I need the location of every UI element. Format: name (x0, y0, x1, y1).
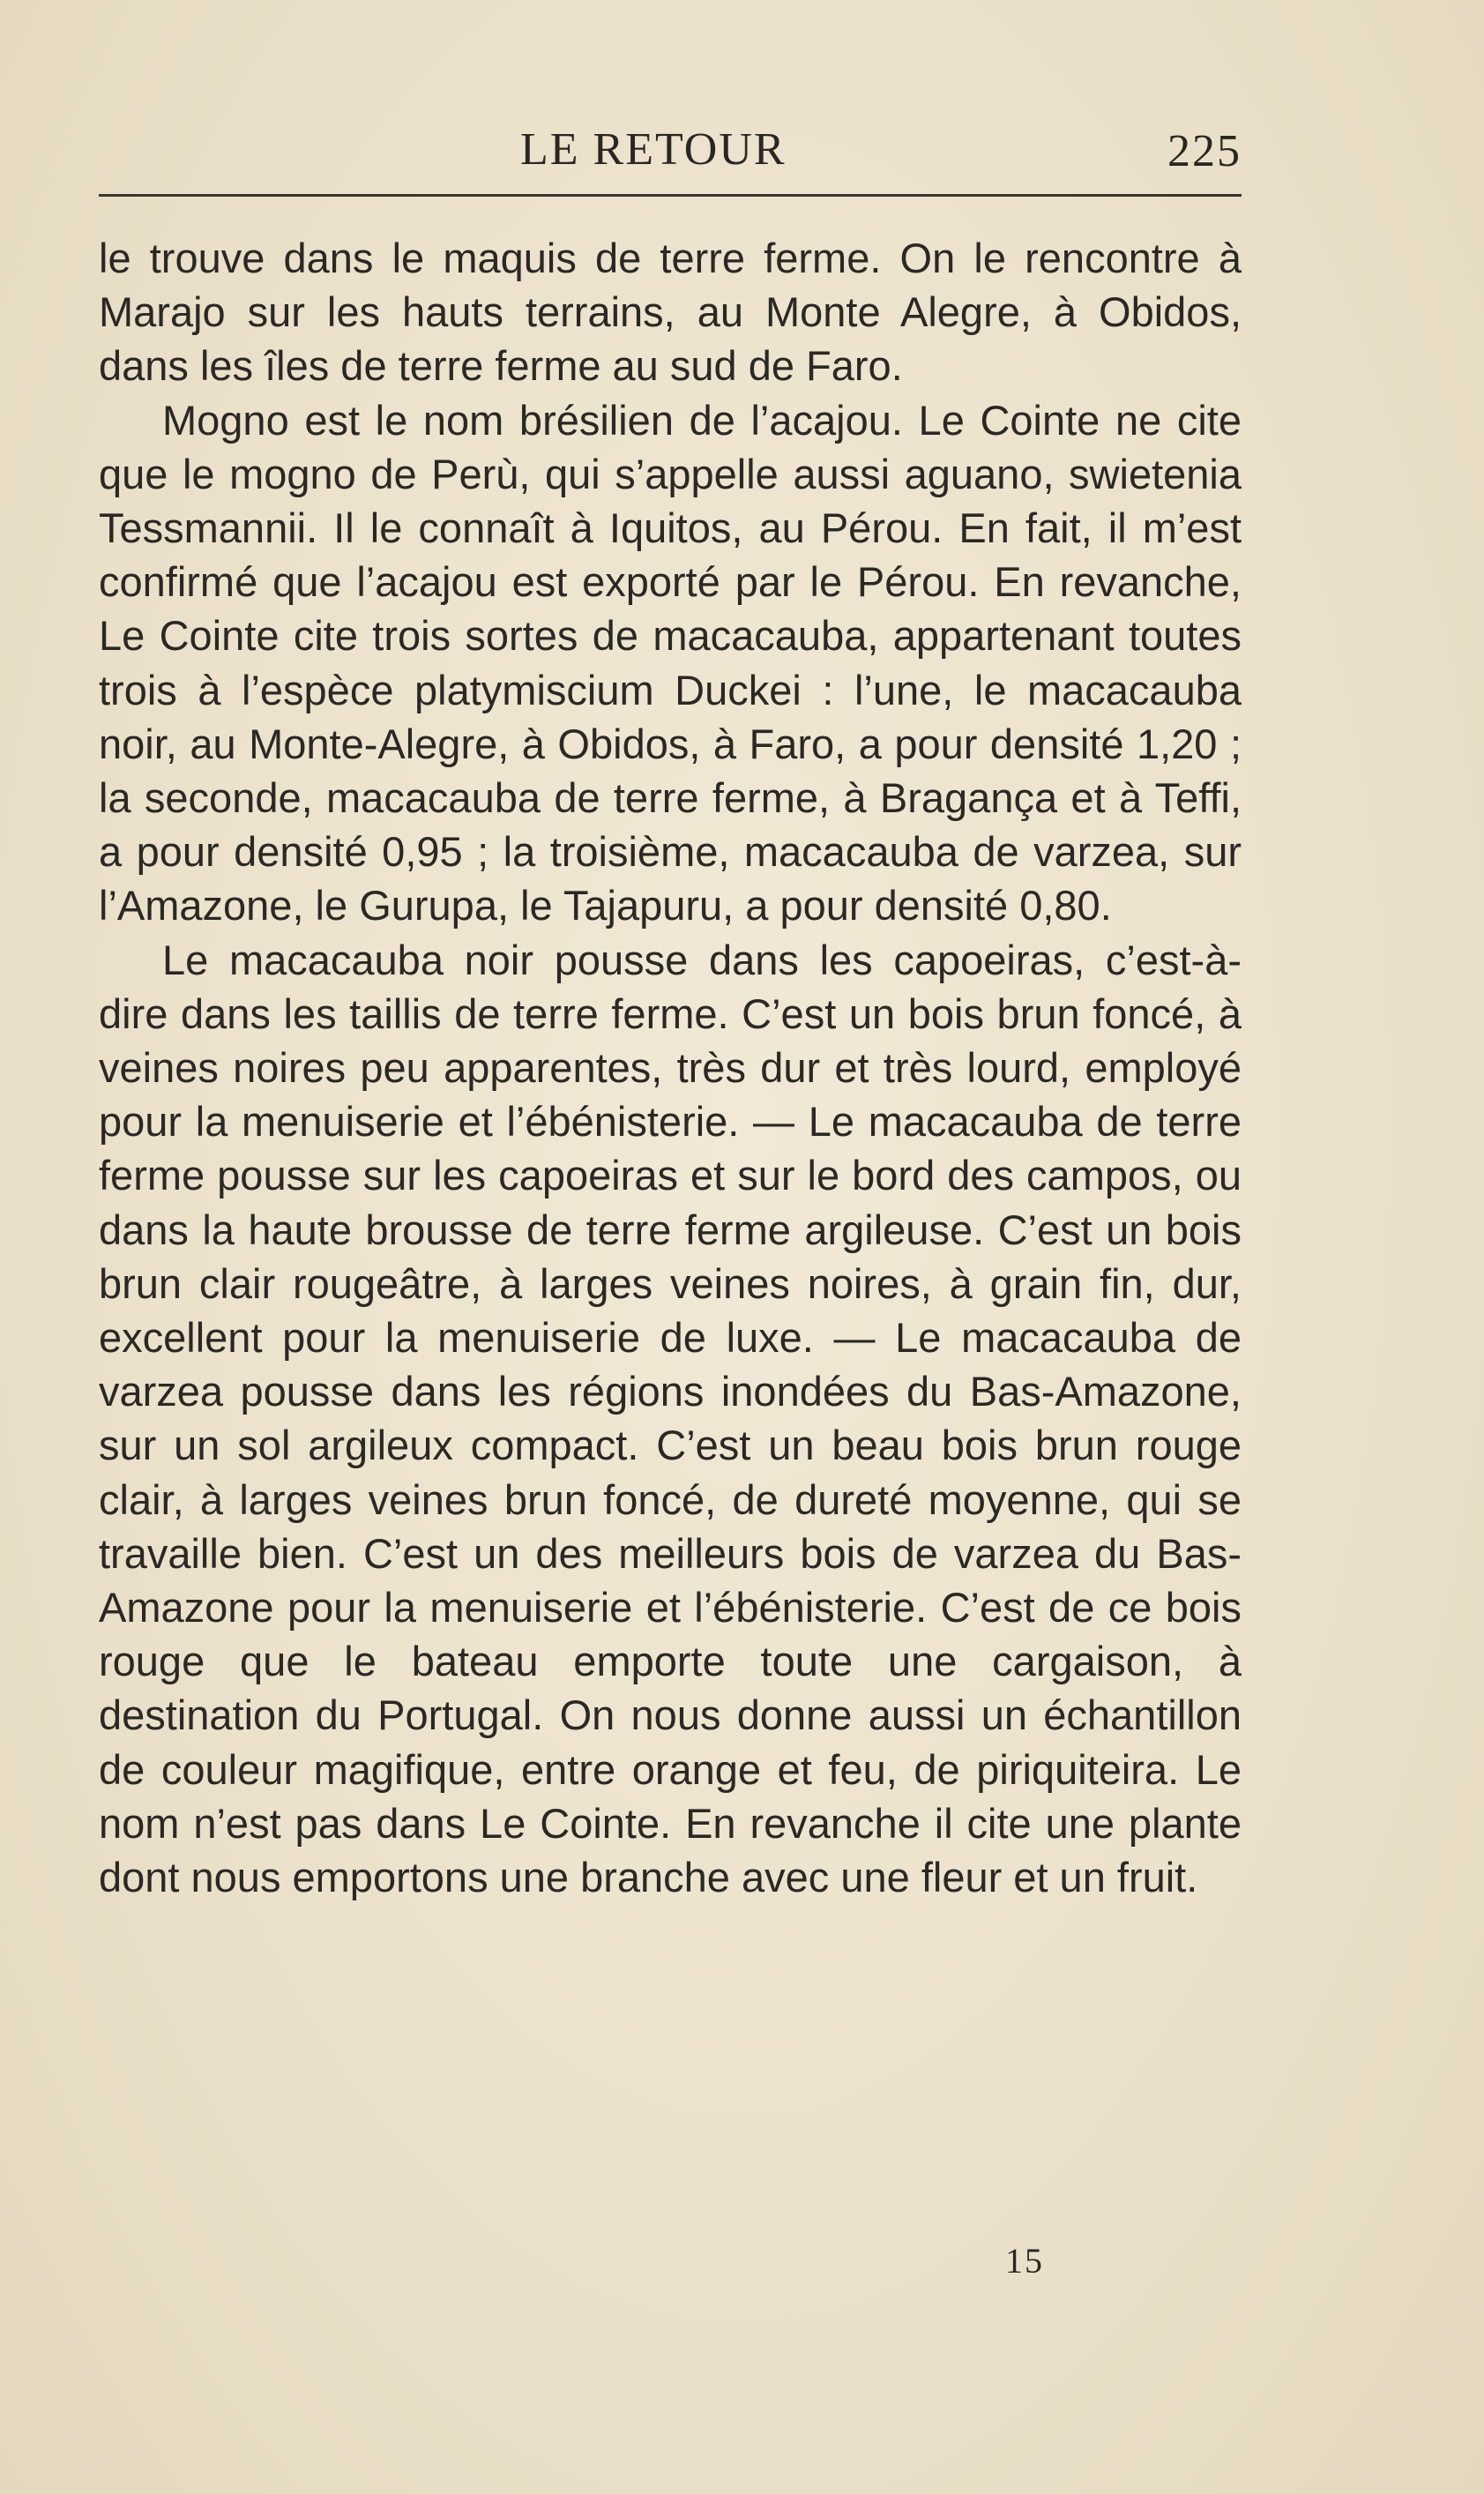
running-title: LE RETOUR (520, 124, 787, 175)
header-rule (99, 194, 1242, 197)
paragraph-1: le trouve dans le maquis de terre ferme. On le rencontre à Marajo sur les hauts terrains, au Monte Alegre, à Obidos, dans les îles de terre ferme au sud de Faro. (99, 235, 1242, 390)
signature-mark: 15 (1005, 2241, 1044, 2281)
running-head (99, 116, 1242, 187)
paragraph-3: Le macacauba noir pousse dans les capoeiras, c’est-à-dire dans les taillis de terre ferme. C’est un bois brun foncé, à veines noires peu apparentes, très dur et très lourd, employé pour la menuiserie et l’ébénisterie. — Le macacauba de terre ferme pousse sur les capoeiras et sur le bord des campos, ou dans la haute brousse de terre ferme argileuse. C’est un bois brun clair rougeâtre, à larges veines noires, à grain fin, dur, excellent pour la menuiserie de luxe. — Le macacauba de varzea pousse dans les régions inondées du Bas-Amazone, sur un sol argileux compact. C’est un beau bois brun rouge clair, à larges veines brun foncé, de dureté moyenne, qui se travaille bien. C’est un des meilleurs bois de varzea du Bas-Amazone pour la menuiserie et l’ébénisterie. C’est de ce bois rouge que le bateau emporte toute une cargaison, à destination du Portugal. On nous donne aussi un échantillon de couleur magifique, entre orange et feu, de piriquiteira. Le nom n’est pas dans Le Cointe. En revanche il cite une plante dont nous emportons une branche avec une fleur et un fruit. (99, 936, 1242, 1901)
body-text (99, 231, 1242, 1904)
page-number: 225 (1167, 126, 1242, 176)
paragraph-2: Mogno est le nom brésilien de l’acajou. Le Cointe ne cite que le mogno de Perù, qui s’appelle aussi aguano, swietenia Tessmannii. Il le connaît à Iquitos, au Pérou. En fait, il m’est confirmé que l’acajou est exporté par le Pérou. En revanche, Le Cointe cite trois sortes de macacauba, appartenant toutes trois à l’espèce platymiscium Duckei : l’une, le macacauba noir, au Monte-Alegre, à Obidos, à Faro, a pour densité 1,20 ; la seconde, macacauba de terre ferme, à Bragança et à Teffi, a pour densité 0,95 ; la troisième, macacauba de varzea, sur l’Amazone, le Gurupa, le Tajapuru, a pour densité 0,80. (99, 396, 1242, 930)
